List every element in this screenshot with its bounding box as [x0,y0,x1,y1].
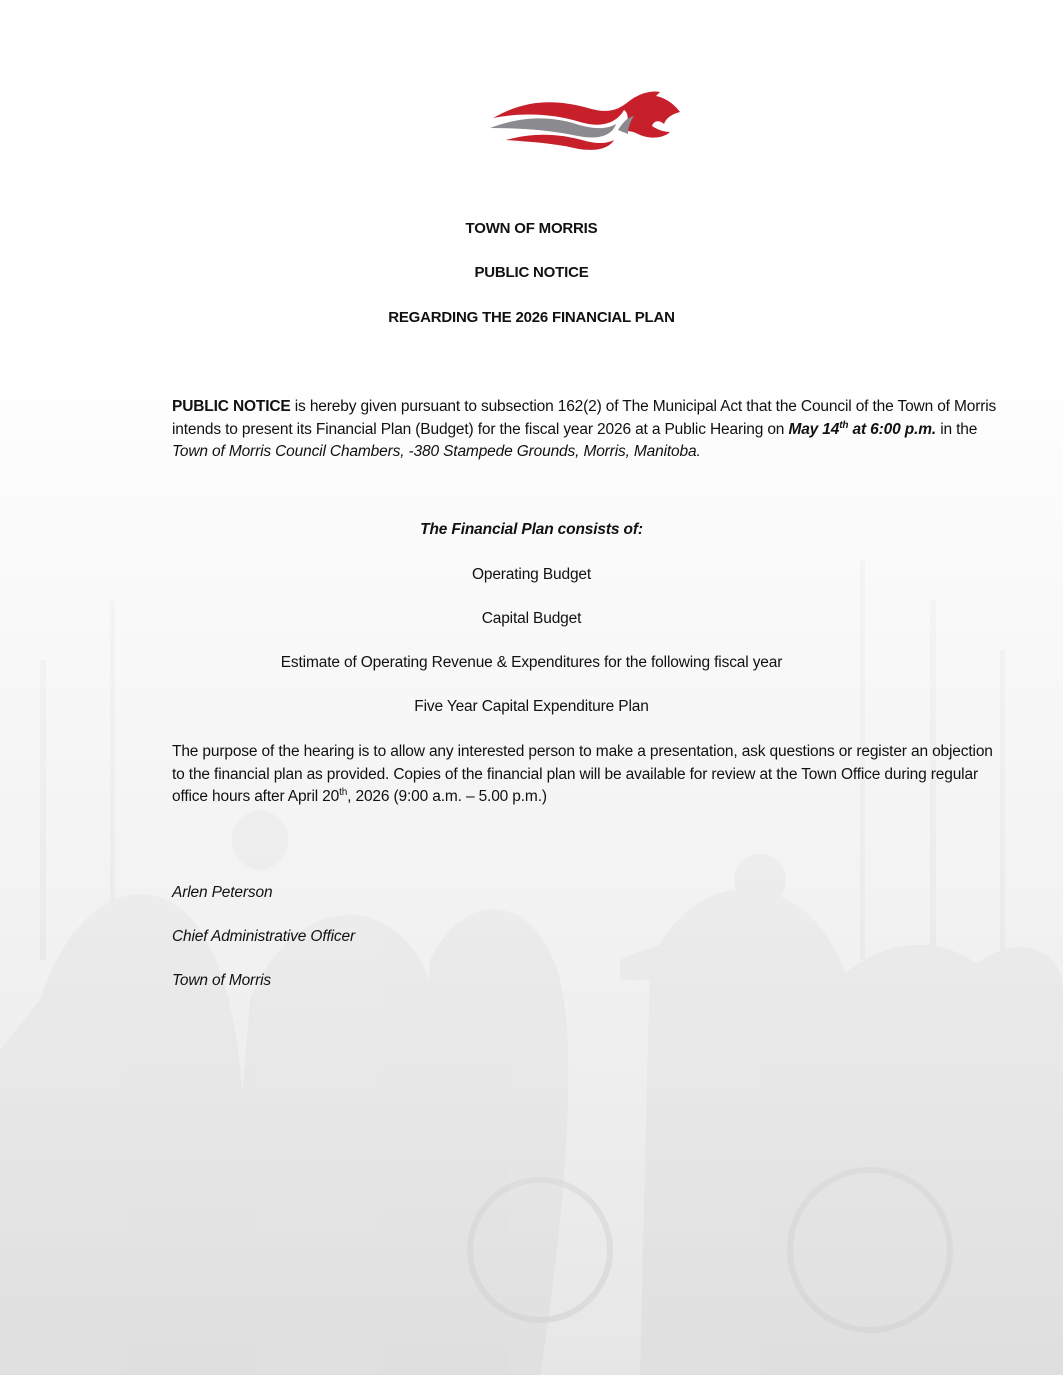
plan-heading: The Financial Plan consists of: [420,521,643,538]
plan-item: Operating Budget [471,566,592,583]
plan-item: Five Year Capital Expenditure Plan [414,698,649,715]
hearing-date: May 14th at 6:00 p.m. [788,419,937,438]
hearing-location: Town of Morris Council Chambers, -380 Stampede Grounds, Morris, Manitoba. [172,443,701,460]
subject-heading: REGARDING THE 2026 FINANCIAL PLAN [388,309,675,326]
intro-text-1: is hereby given pursuant to subsection 162(2) of The Municipal Act that the Council of the Town of Morris intends to present its Financial Plan (Budget) for the fiscal year 2026 at a Public Hearing on [172,398,997,438]
intro-lead: PUBLIC NOTICE [172,398,291,415]
plan-item: Capital Budget [481,610,582,627]
plan-item: Estimate of Operating Revenue & Expenditures for the following fiscal year [280,654,783,671]
town-name-heading: TOWN OF MORRIS [465,220,598,237]
signatory-title: Chief Administrative Officer [172,928,356,945]
signatory-name: Arlen Peterson [172,884,273,901]
horse-logo [488,80,688,165]
intro-paragraph [172,396,1007,464]
intro-text-2: in the [936,420,978,438]
notice-heading: PUBLIC NOTICE [474,264,589,281]
purpose-paragraph: The purpose of the hearing is to allow any interested person to make a presentation, ask questions or register an objection to the financial plan as provided. Copies of the financial plan will be available for review at the Town Office during regular office hours after April 20th, 2026 (9:00 a.m. – 5.00 p.m.) [172,743,993,805]
signatory-org: Town of Morris [172,972,271,989]
